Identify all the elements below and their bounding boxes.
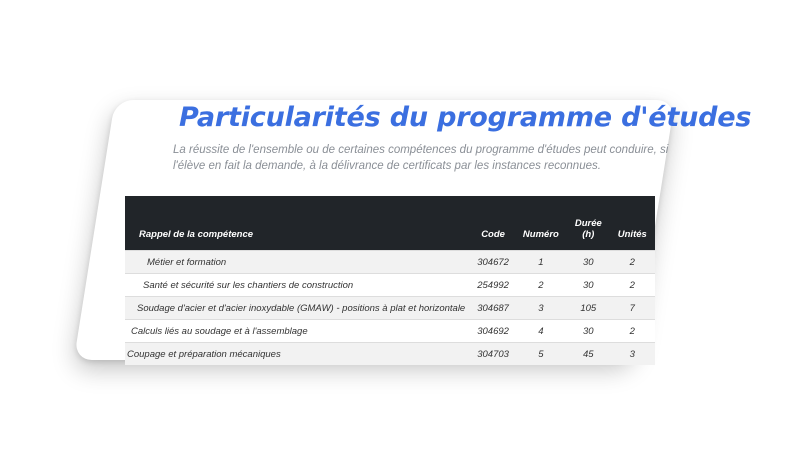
header-code: Code — [471, 196, 515, 251]
cell-competence: Calculs liés au soudage et à l'assemblage — [125, 320, 471, 343]
cell-unites: 2 — [610, 320, 655, 343]
cell-duree: 45 — [567, 343, 610, 366]
cell-numero: 1 — [515, 251, 567, 274]
header-numero: Numéro — [515, 196, 567, 251]
header-duree-unit: (h) — [582, 229, 595, 240]
header-unites: Unités — [610, 196, 655, 251]
cell-duree: 30 — [567, 320, 610, 343]
cell-unites: 2 — [610, 274, 655, 297]
cell-unites: 3 — [610, 343, 655, 366]
cell-numero: 4 — [515, 320, 567, 343]
cell-numero: 2 — [515, 274, 567, 297]
table-row — [125, 297, 655, 320]
cell-unites: 2 — [610, 251, 655, 274]
cell-duree: 105 — [567, 297, 610, 320]
competence-table — [125, 196, 655, 365]
table-row — [125, 274, 655, 297]
cell-duree: 30 — [567, 251, 610, 274]
intro-paragraph: La réussite de l'ensemble ou de certaines compétences du programme d'études peut conduire, si l'élève en fait la demande, à la délivrance de certificats par les instances reconnues. — [173, 144, 669, 172]
program-card — [74, 100, 752, 360]
cell-code: 304687 — [471, 297, 515, 320]
cell-duree: 30 — [567, 274, 610, 297]
table-row — [125, 251, 655, 274]
cell-code: 254992 — [471, 274, 515, 297]
cell-numero: 5 — [515, 343, 567, 366]
page-title: Particularités du programme d'études — [179, 102, 752, 133]
program-card-content — [115, 100, 752, 360]
cell-numero: 3 — [515, 297, 567, 320]
table-row — [125, 320, 655, 343]
cell-unites: 7 — [610, 297, 655, 320]
cell-competence: Métier et formation — [125, 251, 471, 274]
header-duree-label: Durée — [574, 218, 602, 229]
cell-competence: Coupage et préparation mécaniques — [125, 343, 471, 366]
cell-code: 304672 — [471, 251, 515, 274]
cell-code: 304692 — [471, 320, 515, 343]
cell-competence: Santé et sécurité sur les chantiers de construction — [125, 274, 471, 297]
cell-code: 304703 — [471, 343, 515, 366]
table-row — [125, 343, 655, 366]
header-competence: Rappel de la compétence — [125, 196, 471, 251]
table-header-row — [125, 196, 655, 251]
header-duree — [567, 196, 610, 251]
cell-competence: Soudage d'acier et d'acier inoxydable (GMAW) - positions à plat et horizontale — [125, 297, 471, 320]
